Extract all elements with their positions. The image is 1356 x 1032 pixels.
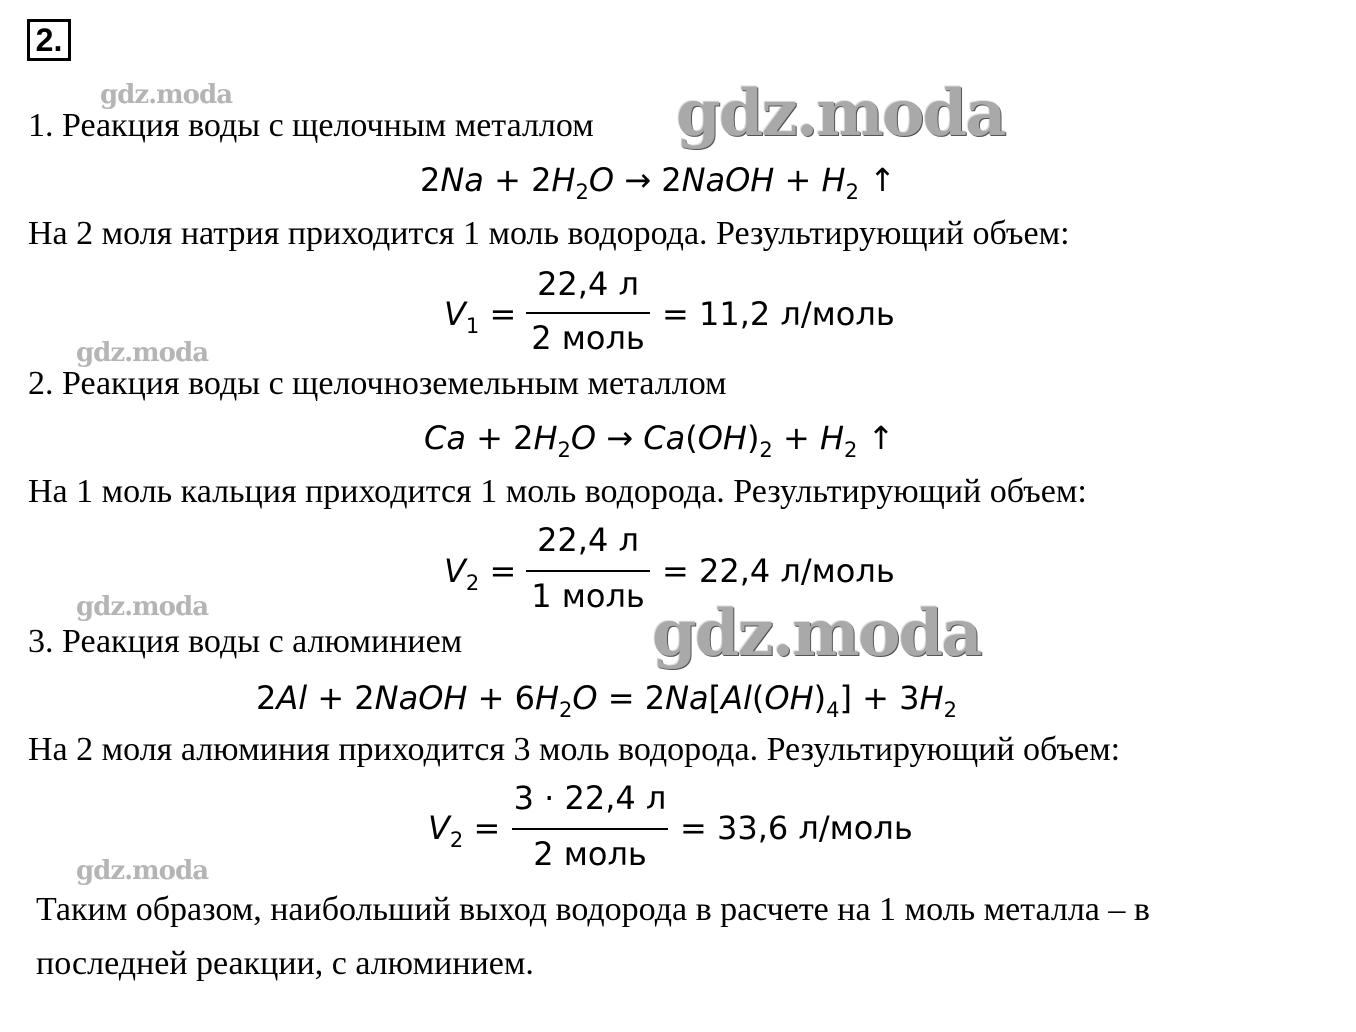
section1-fraction-line [526, 312, 650, 314]
watermark-small: gdz.moda [100, 80, 233, 110]
section3-numerator: 3 · 22,4 л [513, 779, 667, 817]
section2-equation: $Ca + 2H_2O \to Ca(OH)_2 + H_2$ ↑ [424, 419, 895, 462]
watermark-large: gdz.moda [652, 596, 981, 671]
section2-formula-lhs: $V_2$ = [444, 552, 517, 595]
section1-equation: $2Na + 2H_2O$ → 2NaOH + $H_2$ ↑ [420, 161, 896, 204]
section2-numerator: 22,4 л [537, 521, 639, 559]
section2-fraction-line [526, 570, 650, 572]
section3-explanation: На 2 моля алюминия приходится 3 моль водорода. Результирующий объем: [28, 731, 1121, 768]
section1-heading: 1. Реакция воды с щелочным металлом [28, 107, 594, 144]
section2-result: = 22,4 л/моль [662, 552, 895, 590]
section3-heading: 3. Реакция воды с алюминием [28, 623, 463, 660]
conclusion-line-1: Таким образом, наибольший выход водорода в расчете на 1 моль металла – в [36, 891, 1150, 928]
watermark-small: gdz.moda [76, 338, 209, 368]
section1-numerator: 22,4 л [537, 265, 639, 303]
section1-denominator: 2 моль [531, 319, 645, 357]
section2-denominator: 1 моль [531, 577, 645, 615]
section3-result: = 33,6 л/моль [680, 809, 913, 847]
section3-formula-lhs: $V_2$ = [428, 809, 501, 852]
watermark-small: gdz.moda [76, 856, 209, 886]
section2-explanation: На 1 моль кальция приходится 1 моль водорода. Результирующий объем: [28, 473, 1087, 510]
watermark-large: gdz.moda [676, 76, 1005, 151]
section1-explanation: На 2 моля натрия приходится 1 моль водорода. Результирующий объем: [28, 215, 1070, 252]
section3-fraction-line [512, 828, 668, 830]
task-number: 2. [27, 19, 71, 61]
conclusion-line-2: последней реакции, с алюминием. [36, 945, 534, 982]
section2-heading: 2. Реакция воды с щелочноземельным металлом [28, 365, 727, 402]
watermark-small: gdz.moda [76, 592, 209, 622]
section3-equation: 2Al + 2NaOH + $6H_2O = 2Na[Al(OH)_4] + 3H_2$ [256, 679, 957, 722]
section3-denominator: 2 моль [533, 835, 647, 873]
section1-formula-lhs: $V_1$ = [444, 295, 517, 338]
section1-result: = 11,2 л/моль [662, 295, 895, 333]
